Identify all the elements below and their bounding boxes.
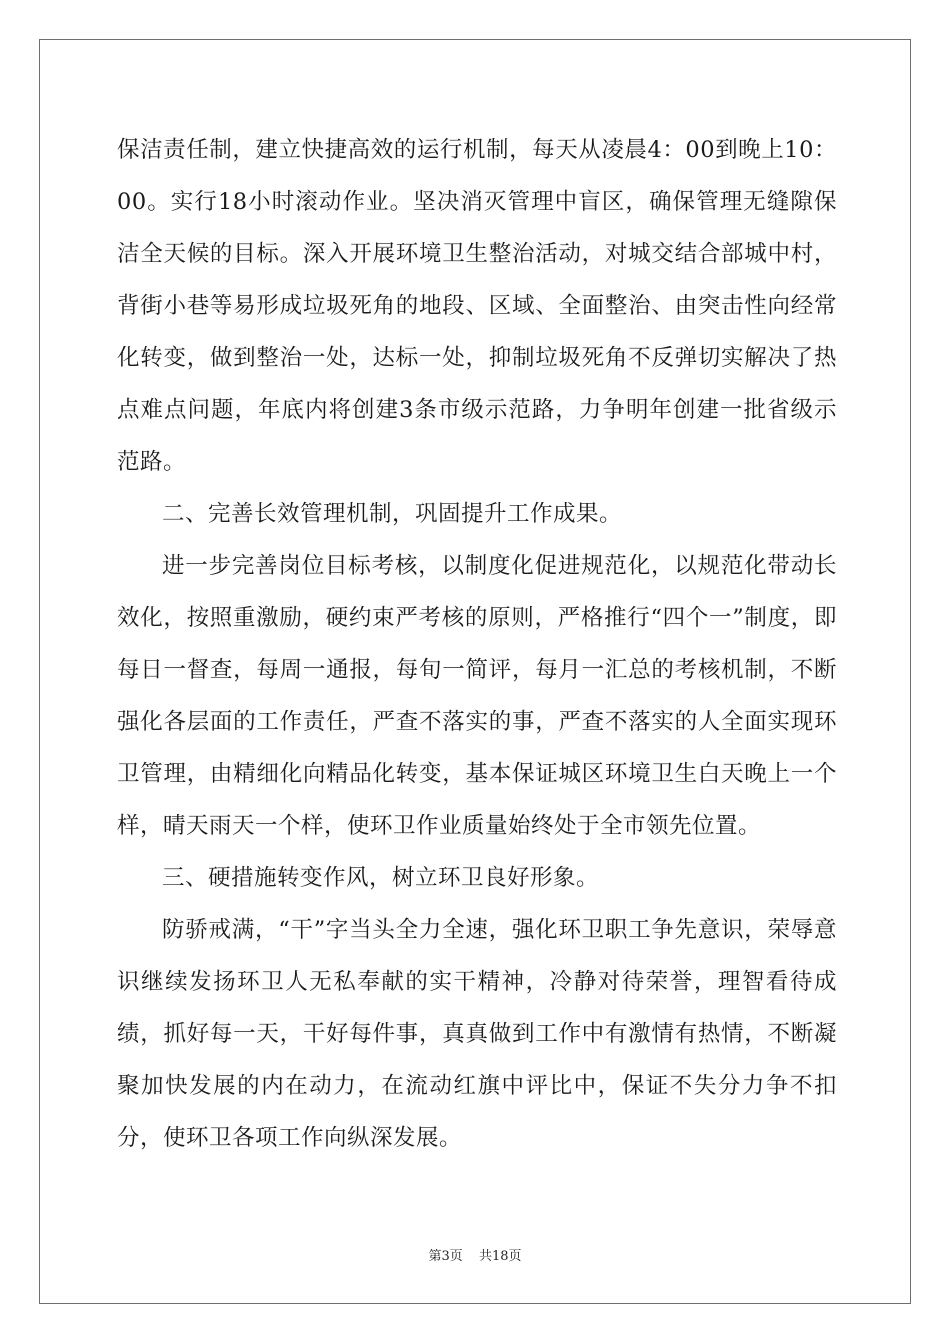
paragraph-1: 保洁责任制，建立快捷高效的运行机制，每天从凌晨4：00到晚上10：00。实行18小时滚动作业。坚决消灭管理中盲区，确保管理无缝隙保洁全天候的目标。深入开展环境卫生整治活动，对城交结合部城中村，背街小巷等易形成垃圾死角的地段、区域、全面整治、由突击性向经常化转变，做到整治一处，达标一处，抑制垃圾死角不反弹切实解决了热点难点问题，年底内将创建3条市级示范路，力争明年创建一批省级示范路。 <box>117 137 837 475</box>
paragraph-5: 防骄戒满，“干”字当头全力全速，强化环卫职工争先意识，荣辱意识继续发扬环卫人无私奉献的实干精神，冷静对待荣誉，理智看待成绩，抓好每一天，干好每件事，真真做到工作中有激情有热情，不断凝聚加快发展的内在动力，在流动红旗中评比中，保证不失分力争不扣分，使环卫各项工作向纵深发展。 <box>117 917 837 1151</box>
page-number: 第3页 <box>428 1249 463 1264</box>
paragraph-3: 进一步完善岗位目标考核，以制度化促进规范化，以规范化带动长效化，按照重激励，硬约束严考核的原则，严格推行“四个一”制度，即每日一督查，每周一通报，每旬一简评，每月一汇总的考核机制，不断强化各层面的工作责任，严查不落实的事，严查不落实的人全面实现环卫管理，由精细化向精品化转变，基本保证城区环境卫生白天晚上一个样，晴天雨天一个样，使环卫作业质量始终处于全市领先位置。 <box>117 553 837 839</box>
section-heading-2: 二、完善长效管理机制，巩固提升工作成果。 <box>162 501 623 527</box>
page-footer <box>0 1245 950 1264</box>
page-total: 共18页 <box>478 1249 522 1264</box>
section-heading-3: 三、硬措施转变作风，树立环卫良好形象。 <box>162 865 600 891</box>
document-body <box>117 124 837 1164</box>
